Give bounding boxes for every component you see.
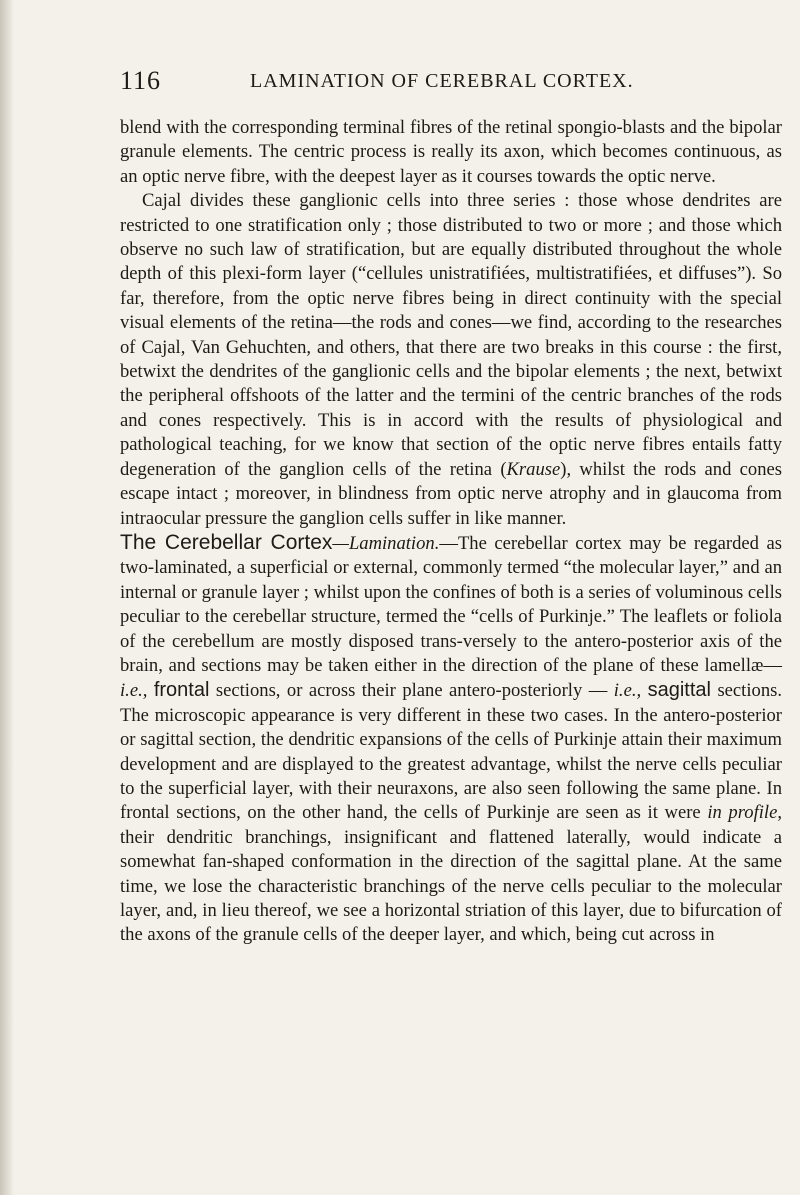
paragraph-2 [120, 189, 782, 531]
page-number: 116 [120, 66, 162, 95]
paragraph-2-text: Cajal divides these ganglionic cells into three series : those whose dendrites are restricted to one stratification only ; those distributed to two or more ; and those which observe no such law of stratification, but are equally distributed throughout the whole depth of this plexi-form layer (“cellules unistratifiées, multistratifiées, et diffuses”). So far, therefore, from the optic nerve fibres being in direct continuity with the special visual elements of the retina—the rods and cones—we find, according to the researches of Cajal, Van Gehuchten, and others, that there are two breaks in this course : the first, betwixt the dendrites of the ganglionic cells and the bipolar elements ; the next, betwixt the peripheral offshoots of the latter and the termini of the centric branches of the rods and cones respectively. This is in accord with the results of physiological and pathological teaching, for we know that section of the optic nerve fibres entails fatty degeneration of the ganglion cells of the retina ( [120, 190, 782, 480]
paragraph-3 [120, 531, 782, 948]
paragraph-2-tail: ), whilst the rods and cones escape intact ; moreover, in blindness from optic nerve atrophy and in glaucoma from intraocular pressure the ganglion cells suffer in like manner. [120, 458, 783, 529]
running-title: LAMINATION OF CEREBRAL CORTEX. [250, 70, 634, 92]
paragraph-3-text-d: , their dendritic branchings, insignificant and flattened laterally, would indicate a somewhat fan-shaped conformation in the direction of the sagittal plane. At the same time, we lose the characteristic branchings of the nerve cells peculiar to the molecular layer, and, in lieu thereof, we see a horizontal striation of this layer, due to bifurcation of the axons of the granule cells of the deeper layer, and which, being cut across in [120, 802, 782, 946]
page-gutter-shadow [0, 0, 14, 1195]
paragraph-3-text-b: sections, or across their plane antero-posteriorly — [209, 680, 614, 702]
ie-1: i.e., [120, 680, 148, 702]
paragraph-3-text-a: —The cerebellar cortex may be regarded as two-laminated, a superficial or external, commonly termed “the molecular layer,” and an internal or granule layer ; whilst upon the confines of both is a series of voluminous cells peculiar to the cerebellar structure, termed the “cells of Purkinje.” The leaflets or foliola of the cerebellum are mostly disposed trans-versely to the antero-posterior axis of the brain, and sections may be taken either in the direction of the plane of these lamellæ— [120, 532, 782, 676]
paragraph-3-text-c: sections. The microscopic appearance is very different in these two cases. In the antero-posterior or sagittal section, the dendritic expansions of the cells of Purkinje attain their maximum development and are displayed to the greatest advantage, whilst the nerve cells peculiar to the superficial layer, with their neuraxons, are also seen following the same plane. In frontal sections, on the other hand, the cells of Purkinje are seen as it were [120, 680, 782, 824]
ie-2: i.e., [613, 680, 642, 702]
term-frontal: frontal [153, 679, 210, 702]
paragraph-1: blend with the corresponding terminal fibres of the retinal spongio-blasts and the bipolar granule elements. The centric process is really its axon, which becomes continuous, as an optic nerve fibre, with the deepest layer as it courses towards the optic nerve. [120, 117, 782, 187]
term-sagittal: sagittal [647, 679, 711, 702]
section-subheading: —Lamination. [332, 532, 440, 554]
term-in-profile: in profile [707, 802, 778, 824]
body-text [120, 116, 782, 948]
author-krause: Krause [506, 458, 561, 480]
section-heading: The Cerebellar Cortex [120, 530, 333, 554]
